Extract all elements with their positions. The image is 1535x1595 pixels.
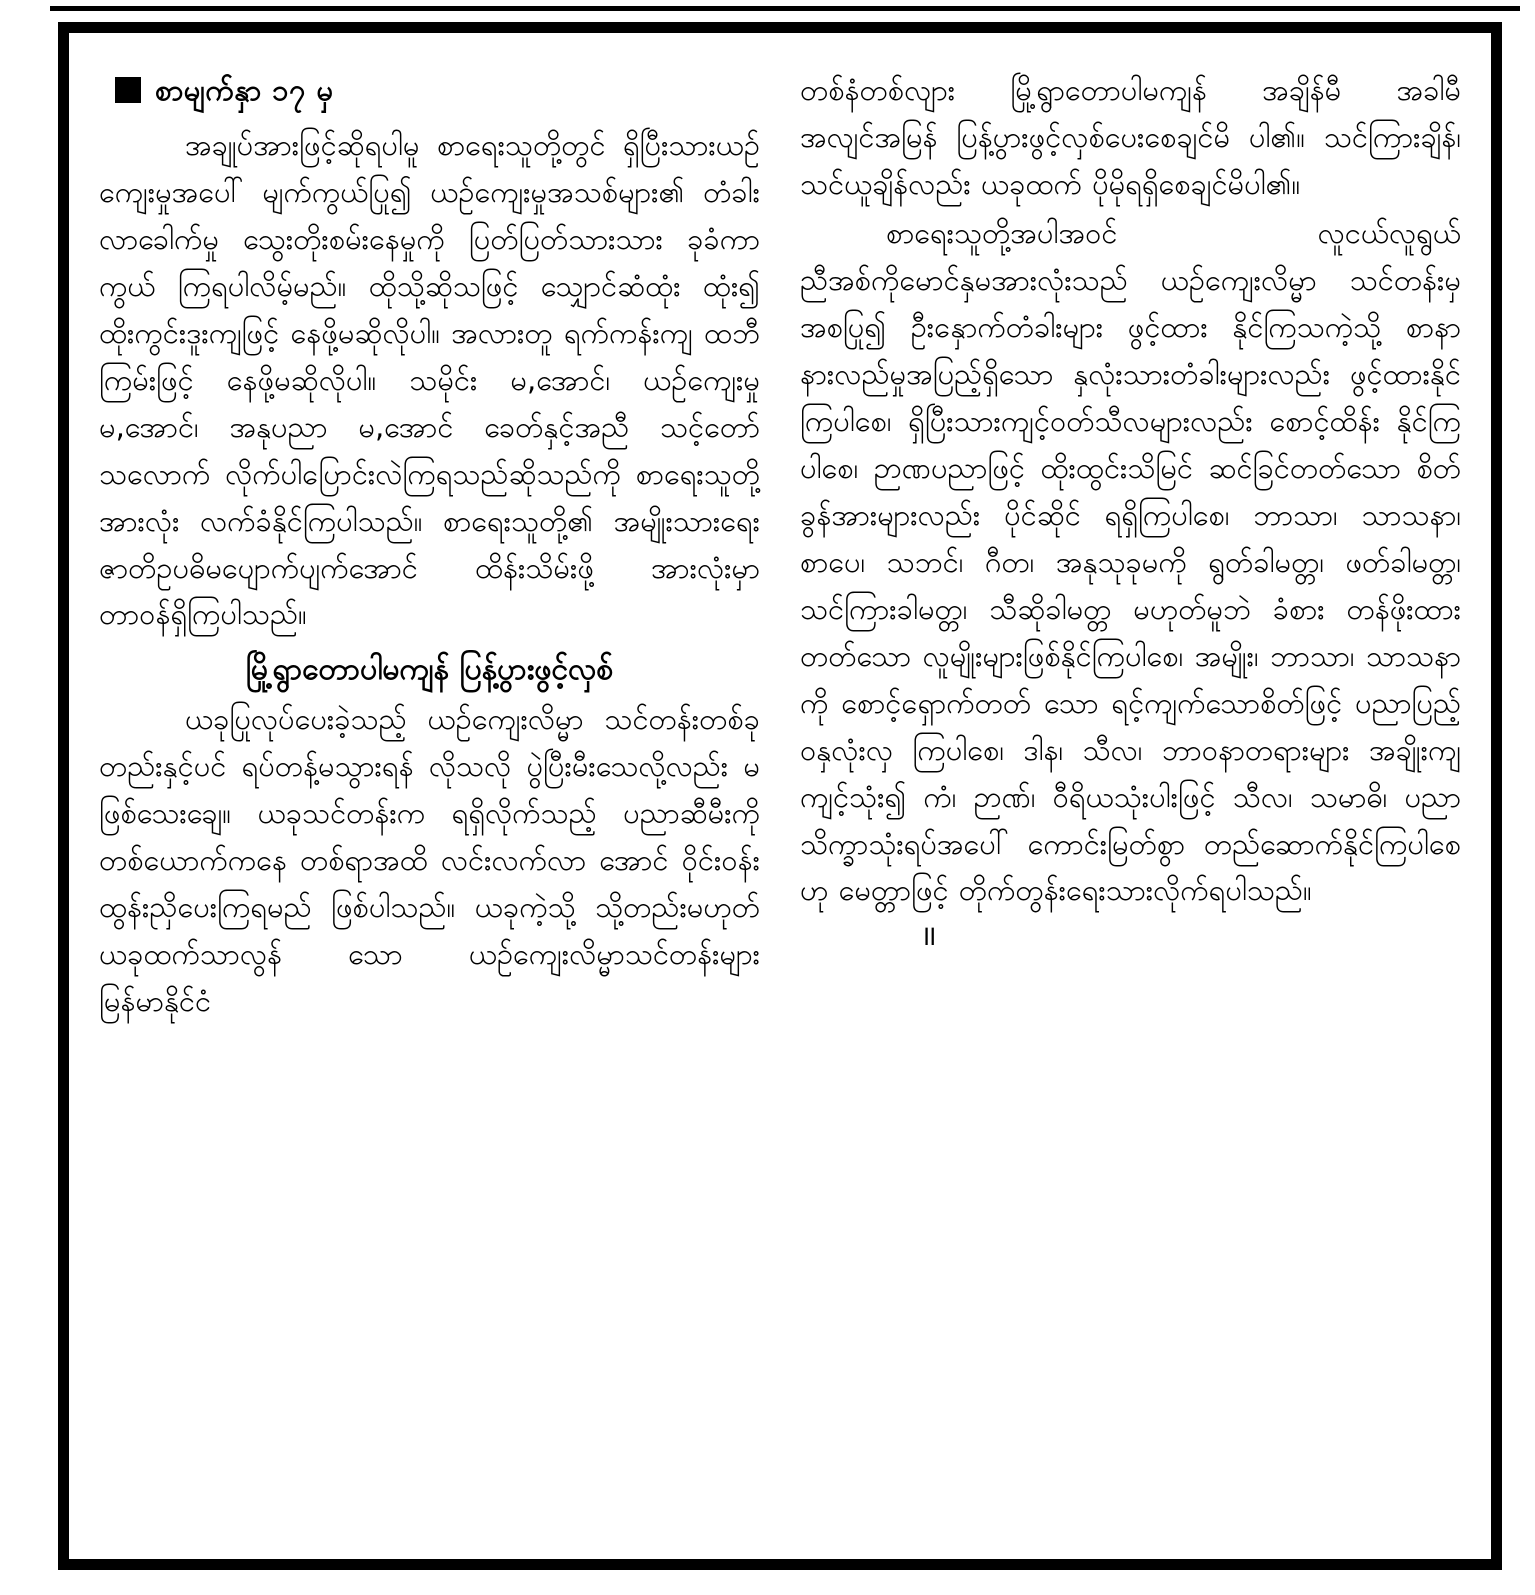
paragraph: အချုပ်အားဖြင့်ဆိုရပါမူ စာရေးသူတို့တွင် ရှိပြီးသားယဉ်ကျေးမှုအပေါ် မျက်ကွယ်ပြု၍ ယဉ်ကျေးမှုအသစ်များ၏ တံခါးလာခေါက်မှု သွေးတိုးစမ်းနေမှုကို ပြတ်ပြတ်သားသား ခုခံကာကွယ် ကြရပါလိမ့်မည်။ ထိုသို့ဆိုသဖြင့် သျှောင်ဆံထုံး ထုံး၍ ထိုးကွင်းဒူးကျဖြင့် နေဖို့မဆိုလိုပါ။ အလားတူ ရက်ကန်းကျ ထဘီကြမ်းဖြင့် နေဖို့မဆိုလိုပါ။ သမိုင်း မ,အောင်၊ ယဉ်ကျေးမှု မ,အောင်၊ အနုပညာ မ,အောင် ခေတ်နှင့်အညီ သင့်တော်သလောက် လိုက်ပါပြောင်းလဲကြရသည်ဆိုသည်ကို စာရေးသူတို့ အားလုံး လက်ခံနိုင်ကြပါသည်။ စာရေးသူတို့၏ အမျိုးသားရေး ဇာတိဥပဓိမပျောက်ပျက်အောင် ထိန်းသိမ်းဖို့ အားလုံးမှာ တာဝန်ရှိကြပါသည်။ bbox=[99, 127, 760, 632]
end-mark-row bbox=[800, 916, 1461, 954]
section-subhead: မြို့ရွာတောပါမကျန် ပြန့်ပွားဖွင့်လှစ် bbox=[245, 652, 614, 688]
paragraph: စာရေးသူတို့အပါအဝင် လူငယ်လူရွယ် ညီအစ်ကိုမောင်နှမအားလုံးသည် ယဉ်ကျေးလိမ္မာ သင်တန်းမှ အစပြု၍ ဦးနှောက်တံခါးများ ဖွင့်ထား နိုင်ကြသကဲ့သို့ စာနာနားလည်မှုအပြည့်ရှိသော နှလုံးသားတံခါးများလည်း ဖွင့်ထားနိုင်ကြပါစေ၊ ရှိပြီးသားကျင့်ဝတ်သီလများလည်း စောင့်ထိန်း နိုင်ကြပါစေ၊ ဉာဏပညာဖြင့် ထိုးထွင်းသိမြင် ဆင်ခြင်တတ်သော စိတ်ခွန်အားများလည်း ပိုင်ဆိုင် ရရှိကြပါစေ၊ ဘာသာ၊ သာသနာ၊ စာပေ၊ သဘင်၊ ဂီတ၊ အနုသုခုမကို ရွတ်ခါမတ္တ၊ ဖတ်ခါမတ္တ၊ သင်ကြားခါမတ္တ၊ သီဆိုခါမတ္တ မဟုတ်မူဘဲ ခံစား တန်ဖိုးထားတတ်သော လူမျိုးများဖြစ်နိုင်ကြပါစေ၊ အမျိုး၊ ဘာသာ၊ သာသနာကို စောင့်ရှောက်တတ် သော ရင့်ကျက်သောစိတ်ဖြင့် ပညာပြည့်ဝနှလုံးလှ ကြပါစေ၊ ဒါန၊ သီလ၊ ဘာဝနာတရားများ အချိုးကျ ကျင့်သုံး၍ ကံ၊ ဉာဏ်၊ ဝီရိယသုံးပါးဖြင့် သီလ၊ သမာဓိ၊ ပညာ သိက္ခာသုံးရပ်အပေါ် ကောင်းမြတ်စွာ တည်ဆောက်နိုင်ကြပါစေဟု မေတ္တာဖြင့် တိုက်တွန်းရေးသားလိုက်ရပါသည်။ bbox=[800, 215, 1461, 908]
article-frame bbox=[58, 22, 1502, 1570]
continuation-kicker bbox=[115, 73, 760, 108]
paragraph: ယခုပြုလုပ်ပေးခဲ့သည့် ယဉ်ကျေးလိမ္မာ သင်တန်းတစ်ခုတည်းနှင့်ပင် ရပ်တန့်မသွားရန် လိုသလို ပွဲပြီးမီးသေလို့လည်း မဖြစ်သေးချေ။ ယခုသင်တန်းက ရရှိလိုက်သည့် ပညာဆီမီးကို တစ်ယောက်ကနေ တစ်ရာအထိ လင်းလက်လာ အောင် ဝိုင်းဝန်းထွန်းညှိပေးကြရမည် ဖြစ်ပါသည်။ ယခုကဲ့သို့ သို့တည်းမဟုတ် ယခုထက်သာလွန် သော ယဉ်ကျေးလိမ္မာသင်တန်းများ မြန်မာနိုင်ငံ bbox=[99, 702, 760, 1019]
end-mark: ॥ bbox=[920, 919, 937, 953]
paragraph: တစ်နံတစ်လျား မြို့ရွာတောပါမကျန် အချိန်မီ အခါမီ အလျင်အမြန် ပြန့်ပွားဖွင့်လှစ်ပေးစေချင်မိ ပါ၏။ သင်ကြားချိန်၊ သင်ယူချိန်လည်း ယခုထက် ပိုမိုရရှိစေချင်မိပါ၏။ bbox=[800, 73, 1461, 201]
article-columns bbox=[69, 33, 1491, 1559]
frame-corner-tab bbox=[58, 22, 132, 33]
right-column bbox=[800, 67, 1461, 1533]
kicker-text: စာမျက်နှာ ၁၇ မှ bbox=[155, 73, 334, 107]
top-rule bbox=[50, 6, 1520, 11]
left-column bbox=[99, 67, 760, 1533]
black-square-icon bbox=[115, 77, 141, 103]
